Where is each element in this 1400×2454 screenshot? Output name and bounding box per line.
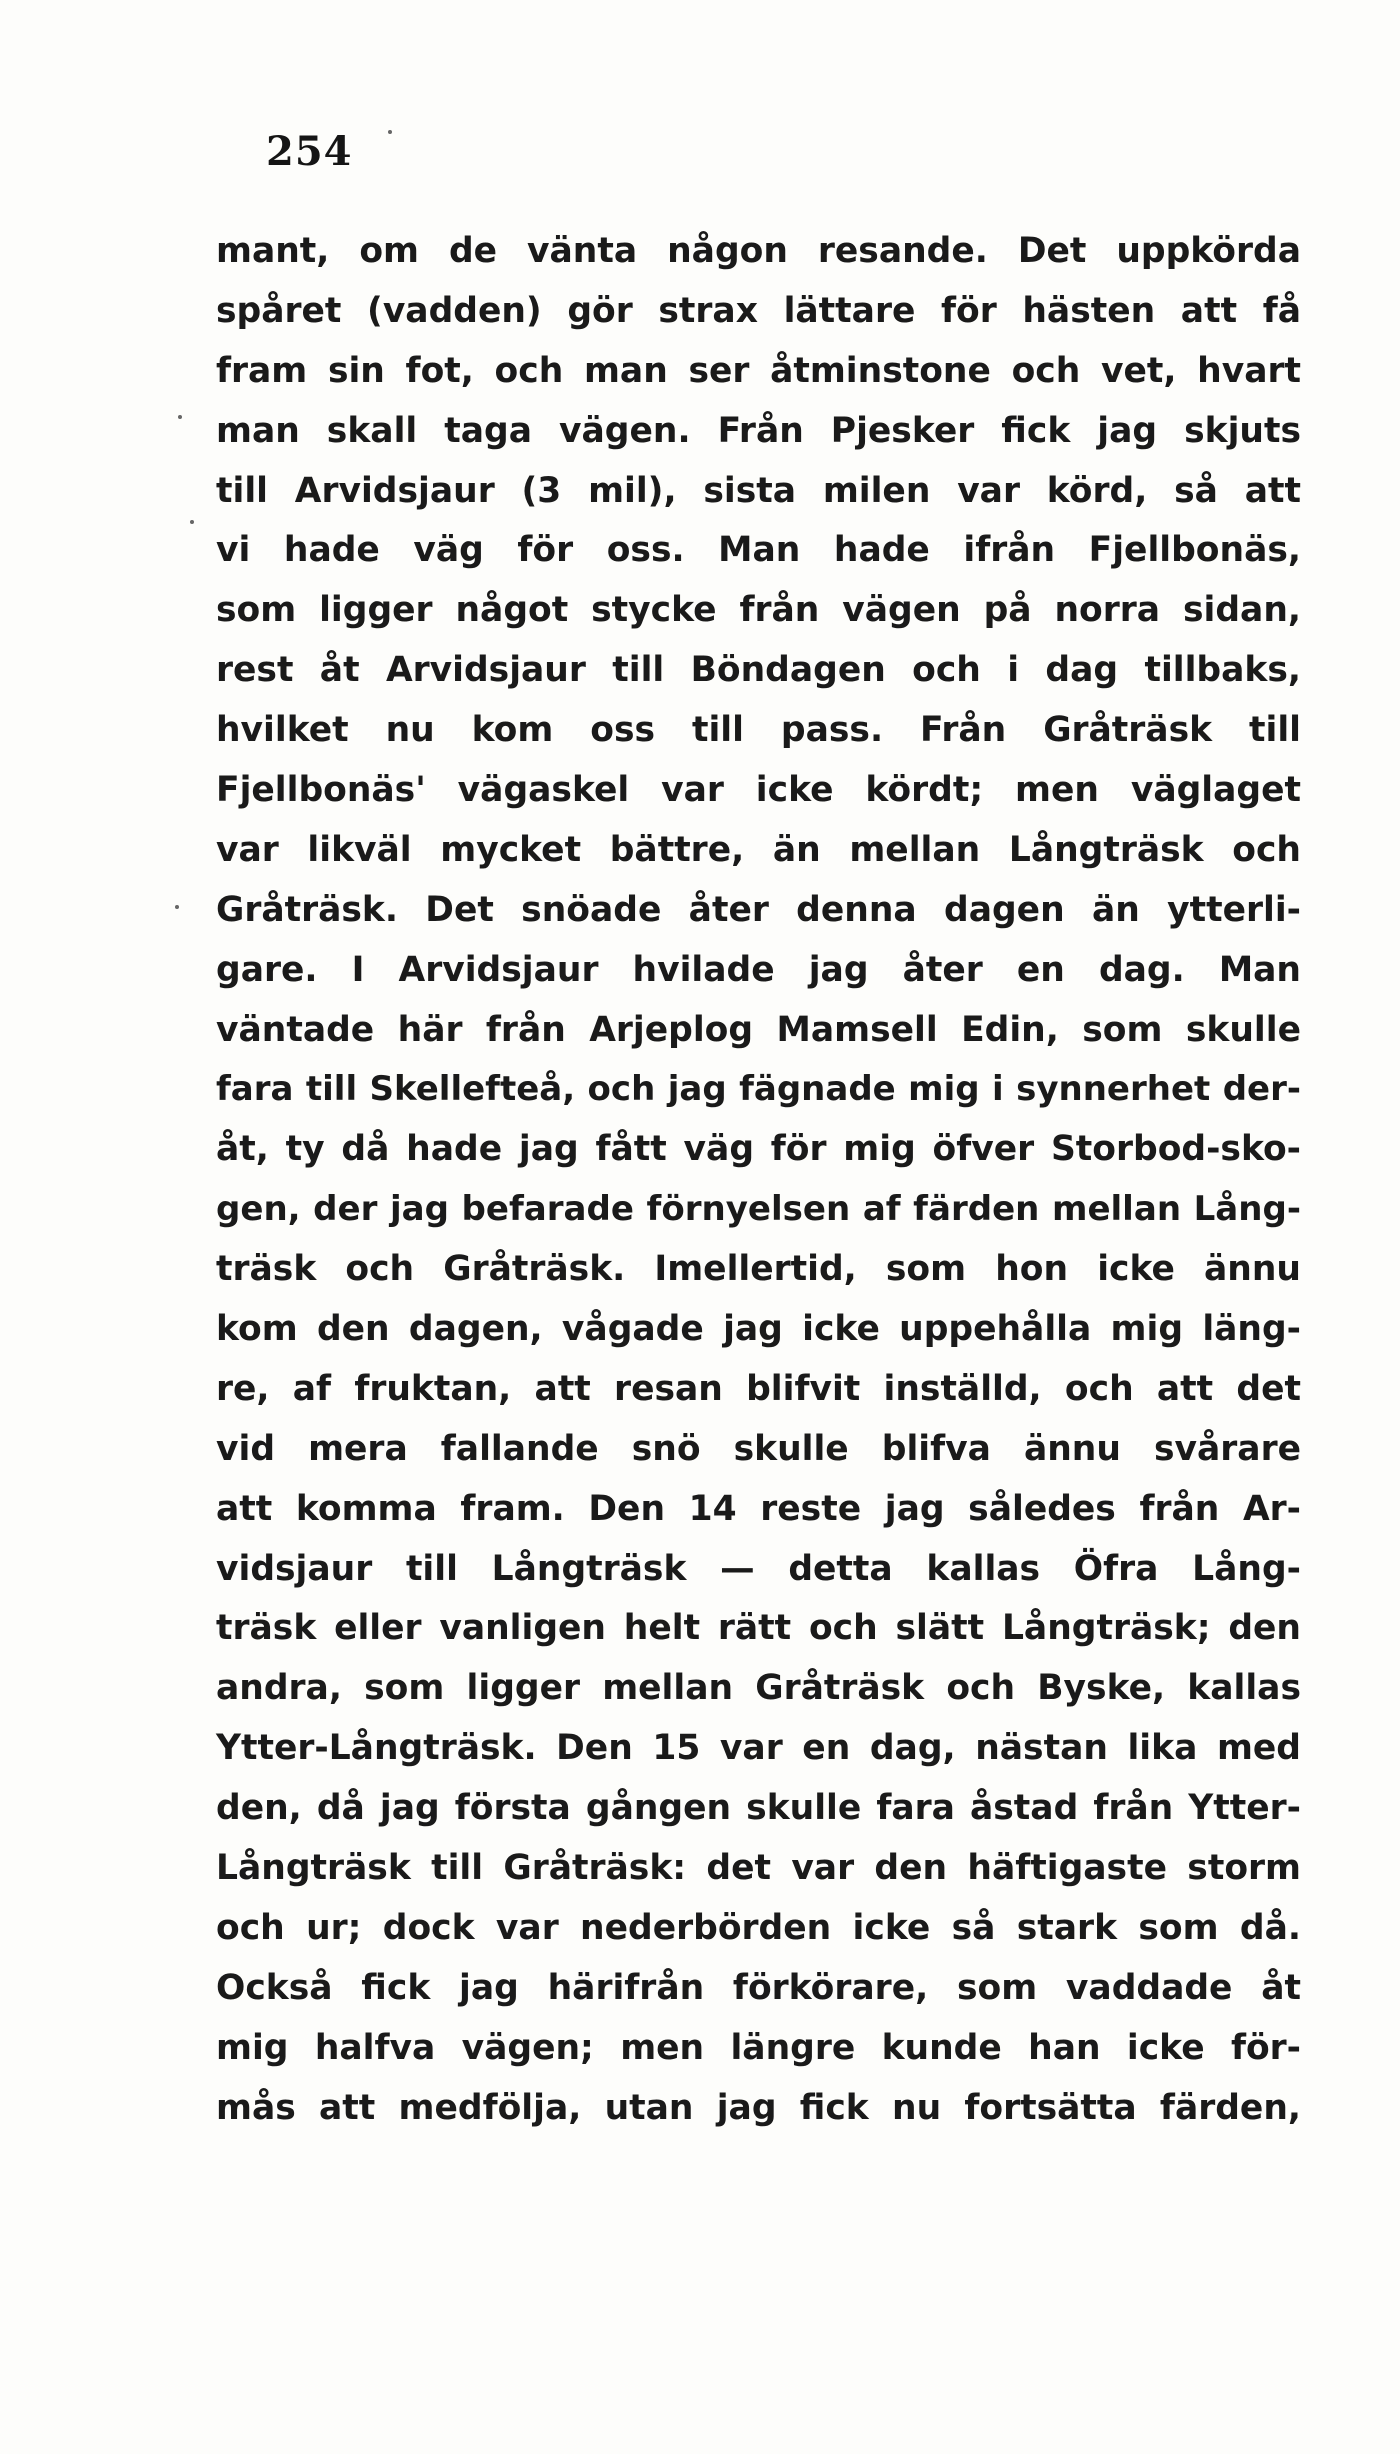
text-line: träsk och Gråträsk. Imellertid, som hon icke ännu xyxy=(216,1249,1301,1290)
text-line: träsk eller vanligen helt rätt och slätt Långträsk; den xyxy=(216,1608,1301,1649)
text-line: och ur; dock var nederbörden icke så stark som då. xyxy=(216,1907,1301,1948)
text-line: åt, ty då hade jag fått väg för mig öfver Storbod-sko- xyxy=(216,1129,1301,1170)
text-line: Ytter-Långträsk. Den 15 var en dag, nästan lika med xyxy=(216,1728,1301,1769)
text-line: var likväl mycket bättre, än mellan Långträsk och xyxy=(216,829,1301,870)
text-line: att komma fram. Den 14 reste jag således från Ar- xyxy=(216,1488,1301,1529)
text-line: till Arvidsjaur (3 mil), sista milen var körd, så att xyxy=(216,470,1301,511)
text-line: kom den dagen, vågade jag icke uppehålla mig läng- xyxy=(216,1309,1301,1350)
text-line: mant, om de vänta någon resande. Det uppkörda xyxy=(216,231,1301,271)
text-line: Också fick jag härifrån förkörare, som vaddade åt xyxy=(216,1967,1301,2008)
text-line: hvilket nu kom oss till pass. Från Gråträsk till xyxy=(216,710,1301,751)
text-line: gen, der jag befarade förnyelsen af färden mellan Lång- xyxy=(216,1189,1301,1230)
text-line: den, då jag första gången skulle fara åstad från Ytter- xyxy=(216,1788,1301,1829)
print-speck xyxy=(175,905,179,909)
text-line: rest åt Arvidsjaur till Böndagen och i dag tillbaks, xyxy=(216,650,1301,691)
text-line: vid mera fallande snö skulle blifva ännu svårare xyxy=(216,1428,1301,1469)
text-line: mig halfva vägen; men längre kunde han icke för- xyxy=(216,2027,1301,2068)
print-speck xyxy=(190,520,194,524)
text-line: re, af fruktan, att resan blifvit inställd, och att det xyxy=(216,1368,1301,1409)
text-line: andra, som ligger mellan Gråträsk och Byske, kallas xyxy=(216,1668,1301,1709)
text-line: fram sin fot, och man ser åtminstone och vet, hvart xyxy=(216,350,1301,391)
text-line: Fjellbonäs' vägaskel var icke kördt; men väglaget xyxy=(216,770,1301,811)
text-line: vi hade väg för oss. Man hade ifrån Fjellbonäs, xyxy=(216,530,1301,571)
text-line: mås att medfölja, utan jag fick nu fortsätta färden, xyxy=(216,2087,1301,2128)
print-speck xyxy=(388,130,392,134)
print-speck xyxy=(178,415,182,419)
text-line: fara till Skellefteå, och jag fägnade mig i synnerhet der- xyxy=(216,1069,1301,1110)
text-line: Långträsk till Gråträsk: det var den häftigaste storm xyxy=(216,1848,1301,1889)
text-line: man skall taga vägen. Från Pjesker fick jag skjuts xyxy=(216,410,1301,451)
text-line: vidsjaur till Långträsk — detta kallas Öfra Lång- xyxy=(216,1548,1301,1589)
text-line: som ligger något stycke från vägen på norra sidan, xyxy=(216,590,1301,631)
text-line: väntade här från Arjeplog Mamsell Edin, som skulle xyxy=(216,1009,1301,1050)
body-text xyxy=(216,222,1301,2139)
text-line: Gråträsk. Det snöade åter denna dagen än ytterli- xyxy=(216,889,1301,930)
page-number: 254 xyxy=(266,128,353,175)
text-line: gare. I Arvidsjaur hvilade jag åter en dag. Man xyxy=(216,949,1301,990)
text-line: spåret (vadden) gör strax lättare för hästen att få xyxy=(216,290,1301,331)
